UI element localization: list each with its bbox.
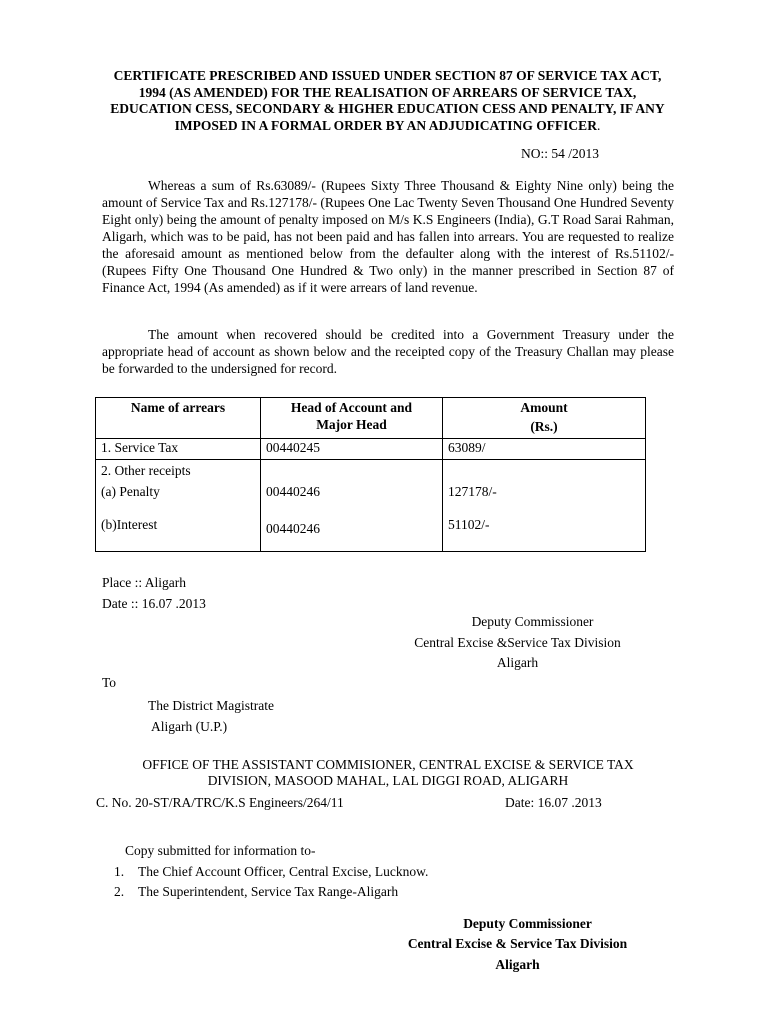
paragraph-credit-text: The amount when recovered should be credited into a Government Treasury under the appropriate head of account as shown below and the receipted copy of the Treasury Challan may please be forwarded to the undersigned for record.	[102, 327, 674, 376]
header-amount: Amount (Rs.)	[443, 398, 646, 439]
addressee-block	[148, 695, 274, 737]
office-line1: OFFICE OF THE ASSISTANT COMMISIONER, CENTRAL EXCISE & SERVICE TAX	[142, 757, 634, 772]
table-row	[96, 439, 646, 460]
office-line2: DIVISION, MASOOD MAHAL, LAL DIGGI ROAD, ALIGARH	[207, 773, 569, 788]
table-row	[96, 460, 646, 552]
reference-number: C. No. 20-ST/RA/TRC/K.S Engineers/264/11	[96, 795, 344, 810]
header-name-of-arrears: Name of arrears	[96, 398, 261, 439]
row-service-tax-amount: 63089/	[443, 439, 646, 460]
copy-intro: Copy submitted for information to-	[125, 843, 316, 858]
signatory2-division: Central Excise & Service Tax Division	[407, 935, 628, 951]
certificate-title-text: CERTIFICATE PRESCRIBED AND ISSUED UNDER SECTION 87 OF SERVICE TAX ACT, 1994 (AS AMENDED) FOR THE REALISATION OF ARREARS OF SERVICE TAX, EDUCATION CESS, SECONDARY & HIGHER EDUCATION CESS AND PENALTY, IF ANY IMPOSED IN A FORMAL ORDER BY AN ADJUDICATING OFFICER	[110, 68, 665, 133]
reference-date: Date: 16.07 .2013	[505, 795, 602, 810]
addressee-name: The District Magistrate	[148, 698, 274, 713]
place: Place :: Aligarh	[102, 575, 186, 590]
signatory-division: Central Excise &Service Tax Division	[414, 634, 621, 650]
signature-block-1	[380, 612, 655, 674]
copy-list	[114, 841, 429, 903]
row-service-tax-name: 1. Service Tax	[96, 439, 261, 460]
other-receipts-label: 2. Other receipts	[101, 463, 191, 478]
table-header-row	[96, 398, 646, 439]
certificate-title	[100, 68, 675, 134]
arrears-table	[95, 397, 646, 552]
interest-label: (b)Interest	[101, 517, 158, 532]
signatory2-designation: Deputy Commissioner	[463, 916, 592, 931]
addressee-location: Aligarh (U.P.)	[151, 719, 228, 734]
signatory2-city: Aligarh	[495, 957, 540, 972]
list-item: 1. The Chief Account Officer, Central Excise, Lucknow.	[114, 863, 429, 879]
paragraph-whereas	[102, 177, 674, 296]
row-other-receipts-amounts	[443, 460, 646, 552]
date: Date :: 16.07 .2013	[102, 596, 206, 611]
interest-amount: 51102/-	[448, 517, 490, 532]
signature-block-2	[380, 914, 655, 975]
row-other-receipts-names	[96, 460, 261, 552]
title-period: .	[596, 117, 601, 133]
signatory-city: Aligarh	[496, 655, 539, 670]
place-date-block	[102, 572, 206, 614]
penalty-amount: 127178/-	[448, 484, 497, 499]
row-other-receipts-heads	[261, 460, 443, 552]
header-head-of-account: Head of Account and Major Head	[261, 398, 443, 439]
interest-head: 00440246	[266, 521, 320, 536]
paragraph-credit	[102, 326, 674, 377]
list-item: 2. The Superintendent, Service Tax Range-Aligarh	[114, 884, 399, 899]
row-service-tax-head: 00440245	[261, 439, 443, 460]
penalty-head: 00440246	[266, 484, 320, 499]
to-label: To	[102, 675, 117, 690]
certificate-number: NO:: 54 /2013	[521, 146, 600, 161]
penalty-label: (a) Penalty	[101, 484, 160, 499]
office-address	[100, 757, 676, 789]
signatory-designation: Deputy Commissioner	[471, 614, 594, 629]
paragraph-whereas-text: Whereas a sum of Rs.63089/- (Rupees Sixty Three Thousand & Eighty Nine only) being the amount of Service Tax and Rs.127178/- (Rupees One Lac Twenty Seven Thousand One Hundred Seventy Eight only) being the amount of penalty imposed on M/s K.S Engineers (India), G.T Road Sarai Rahman, Aligarh, which was to be paid, has not been paid and has fallen into arrears. You are requested to realize the aforesaid amount as mentioned below from the defaulter along with the interest of Rs.51102/- (Rupees Fifty One Thousand One Hundred & Two only) in the manner prescribed in Section 87 of Finance Act, 1994 (As amended) as if it were arrears of land revenue.	[102, 178, 674, 295]
